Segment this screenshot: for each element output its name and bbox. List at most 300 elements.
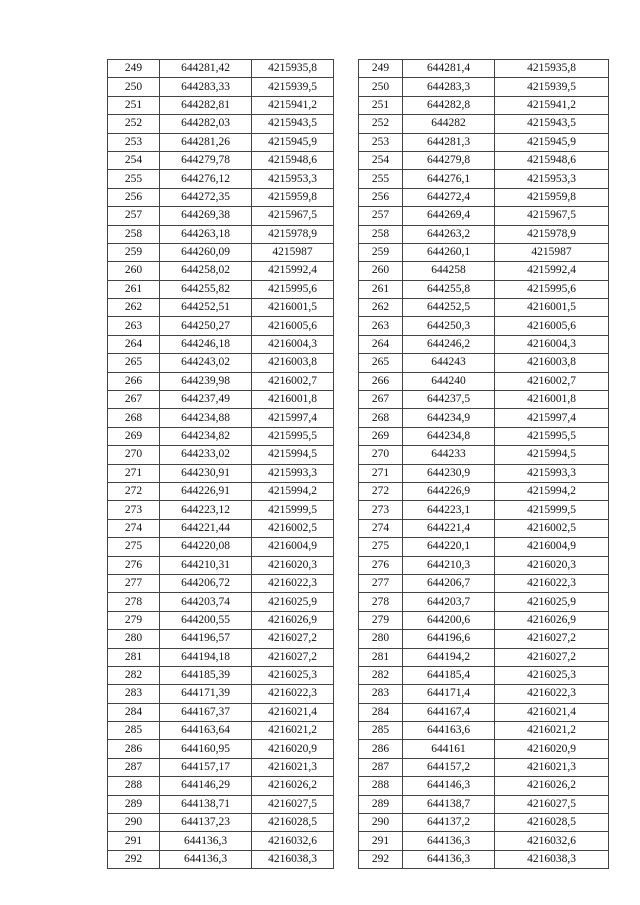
x-coordinate-cell: 644230,9 [403,464,495,482]
table-row [108,354,334,372]
x-coordinate-cell: 644136,3 [403,850,495,868]
table-row [359,464,609,482]
table-row [359,317,609,335]
table-row [108,482,334,500]
y-coordinate-cell: 4215997,4 [252,409,334,427]
x-coordinate-cell: 644146,29 [160,777,252,795]
y-coordinate-cell: 4216028,5 [495,814,609,832]
y-coordinate-cell: 4216003,8 [252,354,334,372]
table-row [108,299,334,317]
table-row [108,758,334,776]
point-number-cell: 265 [108,354,160,372]
y-coordinate-cell: 4216021,3 [252,758,334,776]
x-coordinate-cell: 644136,3 [403,832,495,850]
point-number-cell: 255 [108,170,160,188]
x-coordinate-cell: 644252,51 [160,299,252,317]
y-coordinate-cell: 4215995,5 [252,427,334,445]
table-row [359,299,609,317]
table-row [108,832,334,850]
y-coordinate-cell: 4216002,5 [252,519,334,537]
x-coordinate-cell: 644138,71 [160,795,252,813]
table-row [359,648,609,666]
x-coordinate-cell: 644220,1 [403,538,495,556]
point-number-cell: 268 [359,409,403,427]
y-coordinate-cell: 4215939,5 [495,78,609,96]
table-row [108,685,334,703]
point-number-cell: 276 [108,556,160,574]
table-row [108,133,334,151]
x-coordinate-cell: 644272,4 [403,188,495,206]
x-coordinate-cell: 644233 [403,446,495,464]
point-number-cell: 259 [359,243,403,261]
table-row [108,464,334,482]
y-coordinate-cell: 4215943,5 [495,115,609,133]
x-coordinate-cell: 644200,55 [160,611,252,629]
y-coordinate-cell: 4215945,9 [252,133,334,151]
x-coordinate-cell: 644221,4 [403,519,495,537]
table-row [359,630,609,648]
y-coordinate-cell: 4215941,2 [252,96,334,114]
y-coordinate-cell: 4215987 [252,243,334,261]
y-coordinate-cell: 4215959,8 [252,188,334,206]
y-coordinate-cell: 4216003,8 [495,354,609,372]
table-row [359,574,609,592]
table-row [108,335,334,353]
y-coordinate-cell: 4216002,5 [495,519,609,537]
y-coordinate-cell: 4216027,2 [495,630,609,648]
y-coordinate-cell: 4215992,4 [252,262,334,280]
y-coordinate-cell: 4215994,5 [252,446,334,464]
x-coordinate-cell: 644234,8 [403,427,495,445]
x-coordinate-cell: 644167,4 [403,703,495,721]
point-number-cell: 286 [359,740,403,758]
y-coordinate-cell: 4216025,3 [495,666,609,684]
y-coordinate-cell: 4216038,3 [252,850,334,868]
y-coordinate-cell: 4216025,3 [252,666,334,684]
table-row [359,666,609,684]
table-row [108,630,334,648]
y-coordinate-cell: 4215993,3 [495,464,609,482]
x-coordinate-cell: 644206,7 [403,574,495,592]
point-number-cell: 263 [359,317,403,335]
x-coordinate-cell: 644282,8 [403,96,495,114]
x-coordinate-cell: 644240 [403,372,495,390]
x-coordinate-cell: 644230,91 [160,464,252,482]
y-coordinate-cell: 4215967,5 [252,207,334,225]
point-number-cell: 272 [108,482,160,500]
y-coordinate-cell: 4216005,6 [252,317,334,335]
x-coordinate-cell: 644279,78 [160,151,252,169]
point-number-cell: 279 [359,611,403,629]
table-row [108,703,334,721]
point-number-cell: 259 [108,243,160,261]
table-row [108,115,334,133]
x-coordinate-cell: 644210,3 [403,556,495,574]
point-number-cell: 282 [108,666,160,684]
table-row [108,648,334,666]
point-number-cell: 253 [359,133,403,151]
y-coordinate-cell: 4216026,9 [252,611,334,629]
table-row [108,666,334,684]
y-coordinate-cell: 4216025,9 [252,593,334,611]
point-number-cell: 281 [108,648,160,666]
table-row [359,538,609,556]
y-coordinate-cell: 4216004,3 [495,335,609,353]
table-row [108,814,334,832]
y-coordinate-cell: 4216038,3 [495,850,609,868]
y-coordinate-cell: 4215953,3 [495,170,609,188]
y-coordinate-cell: 4216021,2 [252,722,334,740]
y-coordinate-cell: 4216020,9 [252,740,334,758]
table-row [108,777,334,795]
y-coordinate-cell: 4216026,2 [252,777,334,795]
y-coordinate-cell: 4216028,5 [252,814,334,832]
y-coordinate-cell: 4216032,6 [495,832,609,850]
x-coordinate-cell: 644194,18 [160,648,252,666]
y-coordinate-cell: 4216026,9 [495,611,609,629]
table-row [359,262,609,280]
x-coordinate-cell: 644263,2 [403,225,495,243]
x-coordinate-cell: 644163,64 [160,722,252,740]
table-row [359,335,609,353]
point-number-cell: 251 [108,96,160,114]
x-coordinate-cell: 644263,18 [160,225,252,243]
y-coordinate-cell: 4215995,5 [495,427,609,445]
y-coordinate-cell: 4216027,5 [495,795,609,813]
point-number-cell: 261 [359,280,403,298]
table-row [108,722,334,740]
table-row [108,538,334,556]
y-coordinate-cell: 4215953,3 [252,170,334,188]
point-number-cell: 278 [359,593,403,611]
x-coordinate-cell: 644226,91 [160,482,252,500]
y-coordinate-cell: 4216027,5 [252,795,334,813]
x-coordinate-cell: 644243 [403,354,495,372]
table-row [108,427,334,445]
x-coordinate-cell: 644157,2 [403,758,495,776]
point-number-cell: 273 [108,501,160,519]
y-coordinate-cell: 4216004,9 [495,538,609,556]
y-coordinate-cell: 4216002,7 [495,372,609,390]
point-number-cell: 261 [108,280,160,298]
table-row [359,151,609,169]
table-row [359,685,609,703]
coordinates-table-right [358,59,609,869]
table-row [359,593,609,611]
table-row [108,593,334,611]
point-number-cell: 257 [108,207,160,225]
point-number-cell: 287 [359,758,403,776]
y-coordinate-cell: 4216032,6 [252,832,334,850]
table-row [108,446,334,464]
x-coordinate-cell: 644276,1 [403,170,495,188]
point-number-cell: 267 [108,391,160,409]
x-coordinate-cell: 644137,2 [403,814,495,832]
point-number-cell: 266 [108,372,160,390]
x-coordinate-cell: 644233,02 [160,446,252,464]
table-row [108,574,334,592]
y-coordinate-cell: 4216001,5 [495,299,609,317]
point-number-cell: 283 [108,685,160,703]
table-row [359,758,609,776]
table-row [108,795,334,813]
point-number-cell: 249 [108,60,160,78]
y-coordinate-cell: 4216027,2 [495,648,609,666]
y-coordinate-cell: 4216022,3 [495,685,609,703]
table-row [359,611,609,629]
x-coordinate-cell: 644279,8 [403,151,495,169]
point-number-cell: 256 [359,188,403,206]
x-coordinate-cell: 644161 [403,740,495,758]
table-row [359,170,609,188]
x-coordinate-cell: 644237,5 [403,391,495,409]
table-row [108,740,334,758]
y-coordinate-cell: 4215994,2 [252,482,334,500]
point-number-cell: 262 [359,299,403,317]
point-number-cell: 251 [359,96,403,114]
x-coordinate-cell: 644194,2 [403,648,495,666]
x-coordinate-cell: 644210,31 [160,556,252,574]
point-number-cell: 272 [359,482,403,500]
x-coordinate-cell: 644138,7 [403,795,495,813]
coordinates-table-right-body [359,60,609,869]
point-number-cell: 260 [108,262,160,280]
x-coordinate-cell: 644223,12 [160,501,252,519]
point-number-cell: 280 [108,630,160,648]
point-number-cell: 271 [359,464,403,482]
table-row [359,703,609,721]
table-row [359,850,609,868]
y-coordinate-cell: 4216020,3 [252,556,334,574]
x-coordinate-cell: 644171,39 [160,685,252,703]
y-coordinate-cell: 4216001,8 [252,391,334,409]
table-row [108,243,334,261]
y-coordinate-cell: 4216022,3 [495,574,609,592]
table-row [359,188,609,206]
table-row [108,556,334,574]
table-row [359,777,609,795]
point-number-cell: 285 [108,722,160,740]
coordinates-table-left [107,59,334,869]
table-row [359,60,609,78]
point-number-cell: 256 [108,188,160,206]
x-coordinate-cell: 644260,1 [403,243,495,261]
x-coordinate-cell: 644160,95 [160,740,252,758]
y-coordinate-cell: 4216004,3 [252,335,334,353]
point-number-cell: 264 [359,335,403,353]
x-coordinate-cell: 644258,02 [160,262,252,280]
point-number-cell: 290 [359,814,403,832]
y-coordinate-cell: 4215945,9 [495,133,609,151]
y-coordinate-cell: 4215997,4 [495,409,609,427]
y-coordinate-cell: 4215948,6 [495,151,609,169]
x-coordinate-cell: 644196,57 [160,630,252,648]
point-number-cell: 277 [359,574,403,592]
x-coordinate-cell: 644246,2 [403,335,495,353]
y-coordinate-cell: 4216004,9 [252,538,334,556]
table-row [108,78,334,96]
point-number-cell: 274 [108,519,160,537]
y-coordinate-cell: 4215959,8 [495,188,609,206]
table-row [359,133,609,151]
table-row [359,225,609,243]
x-coordinate-cell: 644272,35 [160,188,252,206]
point-number-cell: 292 [108,850,160,868]
table-row [359,427,609,445]
y-coordinate-cell: 4215935,8 [495,60,609,78]
point-number-cell: 292 [359,850,403,868]
table-row [108,170,334,188]
point-number-cell: 287 [108,758,160,776]
y-coordinate-cell: 4216022,3 [252,574,334,592]
point-number-cell: 278 [108,593,160,611]
x-coordinate-cell: 644223,1 [403,501,495,519]
point-number-cell: 270 [108,446,160,464]
y-coordinate-cell: 4215935,8 [252,60,334,78]
table-row [359,832,609,850]
point-number-cell: 263 [108,317,160,335]
x-coordinate-cell: 644234,9 [403,409,495,427]
y-coordinate-cell: 4215987 [495,243,609,261]
point-number-cell: 266 [359,372,403,390]
point-number-cell: 252 [108,115,160,133]
x-coordinate-cell: 644234,88 [160,409,252,427]
point-number-cell: 275 [359,538,403,556]
point-number-cell: 257 [359,207,403,225]
x-coordinate-cell: 644243,02 [160,354,252,372]
table-row [359,115,609,133]
x-coordinate-cell: 644226,9 [403,482,495,500]
point-number-cell: 290 [108,814,160,832]
y-coordinate-cell: 4215999,5 [252,501,334,519]
y-coordinate-cell: 4215943,5 [252,115,334,133]
x-coordinate-cell: 644234,82 [160,427,252,445]
point-number-cell: 264 [108,335,160,353]
x-coordinate-cell: 644250,3 [403,317,495,335]
x-coordinate-cell: 644281,3 [403,133,495,151]
table-row [359,482,609,500]
y-coordinate-cell: 4215993,3 [252,464,334,482]
x-coordinate-cell: 644137,23 [160,814,252,832]
coordinates-table-left-body [108,60,334,869]
x-coordinate-cell: 644221,44 [160,519,252,537]
x-coordinate-cell: 644283,33 [160,78,252,96]
point-number-cell: 254 [359,151,403,169]
y-coordinate-cell: 4215941,2 [495,96,609,114]
y-coordinate-cell: 4216020,9 [495,740,609,758]
y-coordinate-cell: 4216001,8 [495,391,609,409]
y-coordinate-cell: 4216021,2 [495,722,609,740]
point-number-cell: 253 [108,133,160,151]
y-coordinate-cell: 4215995,6 [495,280,609,298]
y-coordinate-cell: 4216021,3 [495,758,609,776]
y-coordinate-cell: 4216020,3 [495,556,609,574]
point-number-cell: 276 [359,556,403,574]
y-coordinate-cell: 4215967,5 [495,207,609,225]
table-row [359,409,609,427]
table-row [108,317,334,335]
y-coordinate-cell: 4216025,9 [495,593,609,611]
x-coordinate-cell: 644282 [403,115,495,133]
table-row [108,409,334,427]
x-coordinate-cell: 644239,98 [160,372,252,390]
point-number-cell: 267 [359,391,403,409]
y-coordinate-cell: 4216001,5 [252,299,334,317]
point-number-cell: 279 [108,611,160,629]
point-number-cell: 258 [359,225,403,243]
point-number-cell: 288 [359,777,403,795]
y-coordinate-cell: 4215999,5 [495,501,609,519]
x-coordinate-cell: 644136,3 [160,850,252,868]
y-coordinate-cell: 4215978,9 [252,225,334,243]
point-number-cell: 275 [108,538,160,556]
table-row [359,96,609,114]
y-coordinate-cell: 4216027,2 [252,630,334,648]
point-number-cell: 250 [108,78,160,96]
point-number-cell: 268 [108,409,160,427]
table-row [108,151,334,169]
x-coordinate-cell: 644167,37 [160,703,252,721]
y-coordinate-cell: 4216005,6 [495,317,609,335]
x-coordinate-cell: 644258 [403,262,495,280]
table-row [108,60,334,78]
table-row [359,354,609,372]
point-number-cell: 285 [359,722,403,740]
x-coordinate-cell: 644255,8 [403,280,495,298]
y-coordinate-cell: 4216021,4 [495,703,609,721]
x-coordinate-cell: 644281,26 [160,133,252,151]
y-coordinate-cell: 4215994,5 [495,446,609,464]
x-coordinate-cell: 644255,82 [160,280,252,298]
y-coordinate-cell: 4215978,9 [495,225,609,243]
table-row [108,391,334,409]
y-coordinate-cell: 4216022,3 [252,685,334,703]
x-coordinate-cell: 644203,74 [160,593,252,611]
point-number-cell: 289 [108,795,160,813]
point-number-cell: 270 [359,446,403,464]
table-row [108,372,334,390]
x-coordinate-cell: 644185,39 [160,666,252,684]
x-coordinate-cell: 644281,4 [403,60,495,78]
x-coordinate-cell: 644146,3 [403,777,495,795]
table-row [359,519,609,537]
point-number-cell: 274 [359,519,403,537]
table-row [108,850,334,868]
table-row [108,225,334,243]
x-coordinate-cell: 644237,49 [160,391,252,409]
table-row [359,722,609,740]
point-number-cell: 280 [359,630,403,648]
table-row [359,501,609,519]
table-row [108,280,334,298]
point-number-cell: 262 [108,299,160,317]
table-row [108,188,334,206]
x-coordinate-cell: 644206,72 [160,574,252,592]
point-number-cell: 291 [359,832,403,850]
point-number-cell: 258 [108,225,160,243]
x-coordinate-cell: 644200,6 [403,611,495,629]
point-number-cell: 273 [359,501,403,519]
point-number-cell: 284 [108,703,160,721]
x-coordinate-cell: 644157,17 [160,758,252,776]
x-coordinate-cell: 644276,12 [160,170,252,188]
point-number-cell: 289 [359,795,403,813]
x-coordinate-cell: 644269,38 [160,207,252,225]
y-coordinate-cell: 4216021,4 [252,703,334,721]
x-coordinate-cell: 644171,4 [403,685,495,703]
x-coordinate-cell: 644203,7 [403,593,495,611]
point-number-cell: 250 [359,78,403,96]
